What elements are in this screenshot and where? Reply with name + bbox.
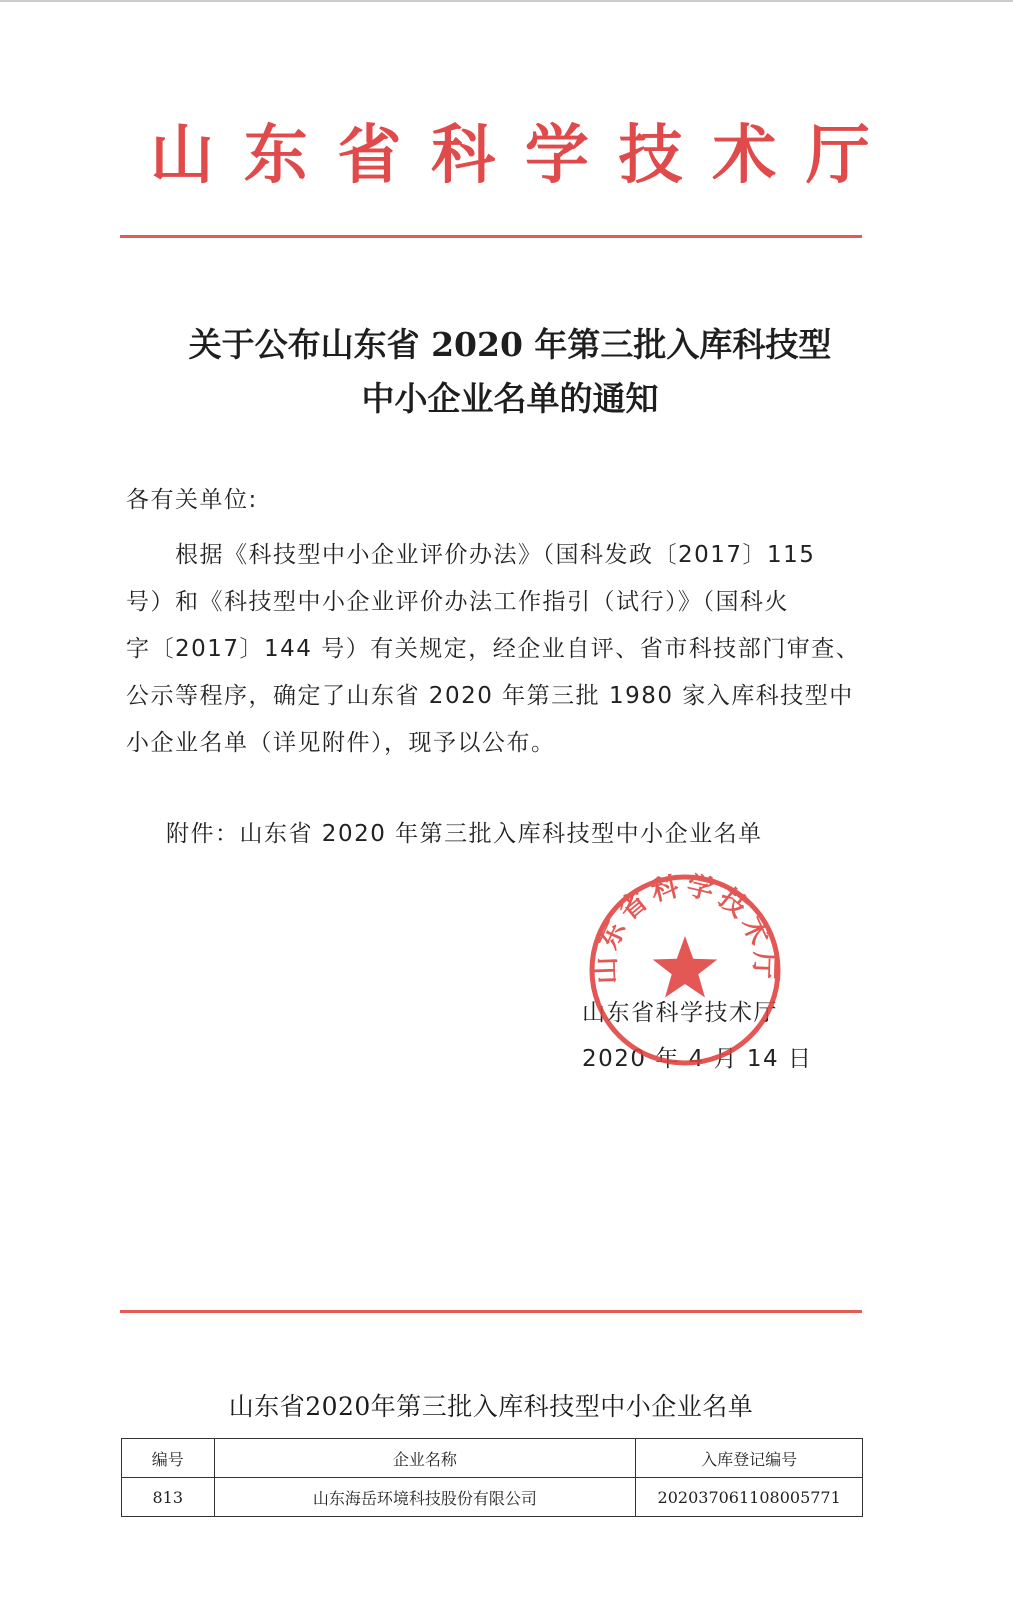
- paragraph-line: 公示等程序，确定了山东省 2020 年第三批 1980 家入库科技型中: [126, 683, 854, 709]
- masthead: [150, 118, 870, 194]
- masthead-char: 学: [524, 118, 589, 193]
- salutation: 各有关单位:: [126, 487, 258, 513]
- title-line: 中小企业名单的通知: [361, 379, 659, 418]
- masthead-char: 科: [431, 118, 496, 193]
- paragraph-line: 根据《科技型中小企业评价办法》（国科发政〔2017〕115: [126, 542, 816, 568]
- paragraph-line: 小企业名单（详见附件），现予以公布。: [126, 730, 556, 756]
- title-line: 关于公布山东省 2020 年第三批入库科技型: [188, 325, 832, 364]
- official-seal-icon: [585, 870, 785, 1070]
- cell-number: 813: [122, 1478, 215, 1517]
- masthead-char: 省: [337, 118, 402, 193]
- notice-paragraph: [126, 532, 866, 767]
- cell-company-name: 山东海岳环境科技股份有限公司: [214, 1478, 636, 1517]
- red-divider-top: [120, 235, 862, 238]
- masthead-char: 山: [150, 118, 214, 193]
- signature-date: 2020 年 4 月 14 日: [582, 1046, 813, 1072]
- column-header-number: 编号: [122, 1439, 215, 1478]
- paragraph-line: 号）和《科技型中小企业评价办法工作指引（试行）》（国科火: [126, 589, 789, 615]
- seal-text: 山东省科学技术厅: [590, 870, 780, 985]
- document-title: [110, 318, 910, 426]
- masthead-char: 东: [243, 118, 308, 193]
- column-header-company: 企业名称: [214, 1439, 636, 1478]
- cell-registration-number: 202037061108005771: [636, 1478, 863, 1517]
- signature-org: 山东省科学技术厅: [582, 1000, 778, 1026]
- table-row: [122, 1478, 863, 1517]
- page-top-edge: [0, 0, 1013, 2]
- red-divider-bottom: [120, 1310, 862, 1313]
- attachment-note: 附件：山东省 2020 年第三批入库科技型中小企业名单: [166, 821, 763, 847]
- paragraph-line: 字〔2017〕144 号）有关规定，经企业自评、省市科技部门审查、: [126, 636, 861, 662]
- company-table: [121, 1438, 863, 1517]
- masthead-char: 术: [712, 118, 777, 193]
- table-header-row: [122, 1439, 863, 1478]
- masthead-char: 厅: [805, 118, 870, 193]
- attachment-list-title: 山东省2020年第三批入库科技型中小企业名单: [228, 1392, 754, 1421]
- masthead-char: 技: [618, 118, 683, 193]
- column-header-registration: 入库登记编号: [636, 1439, 863, 1478]
